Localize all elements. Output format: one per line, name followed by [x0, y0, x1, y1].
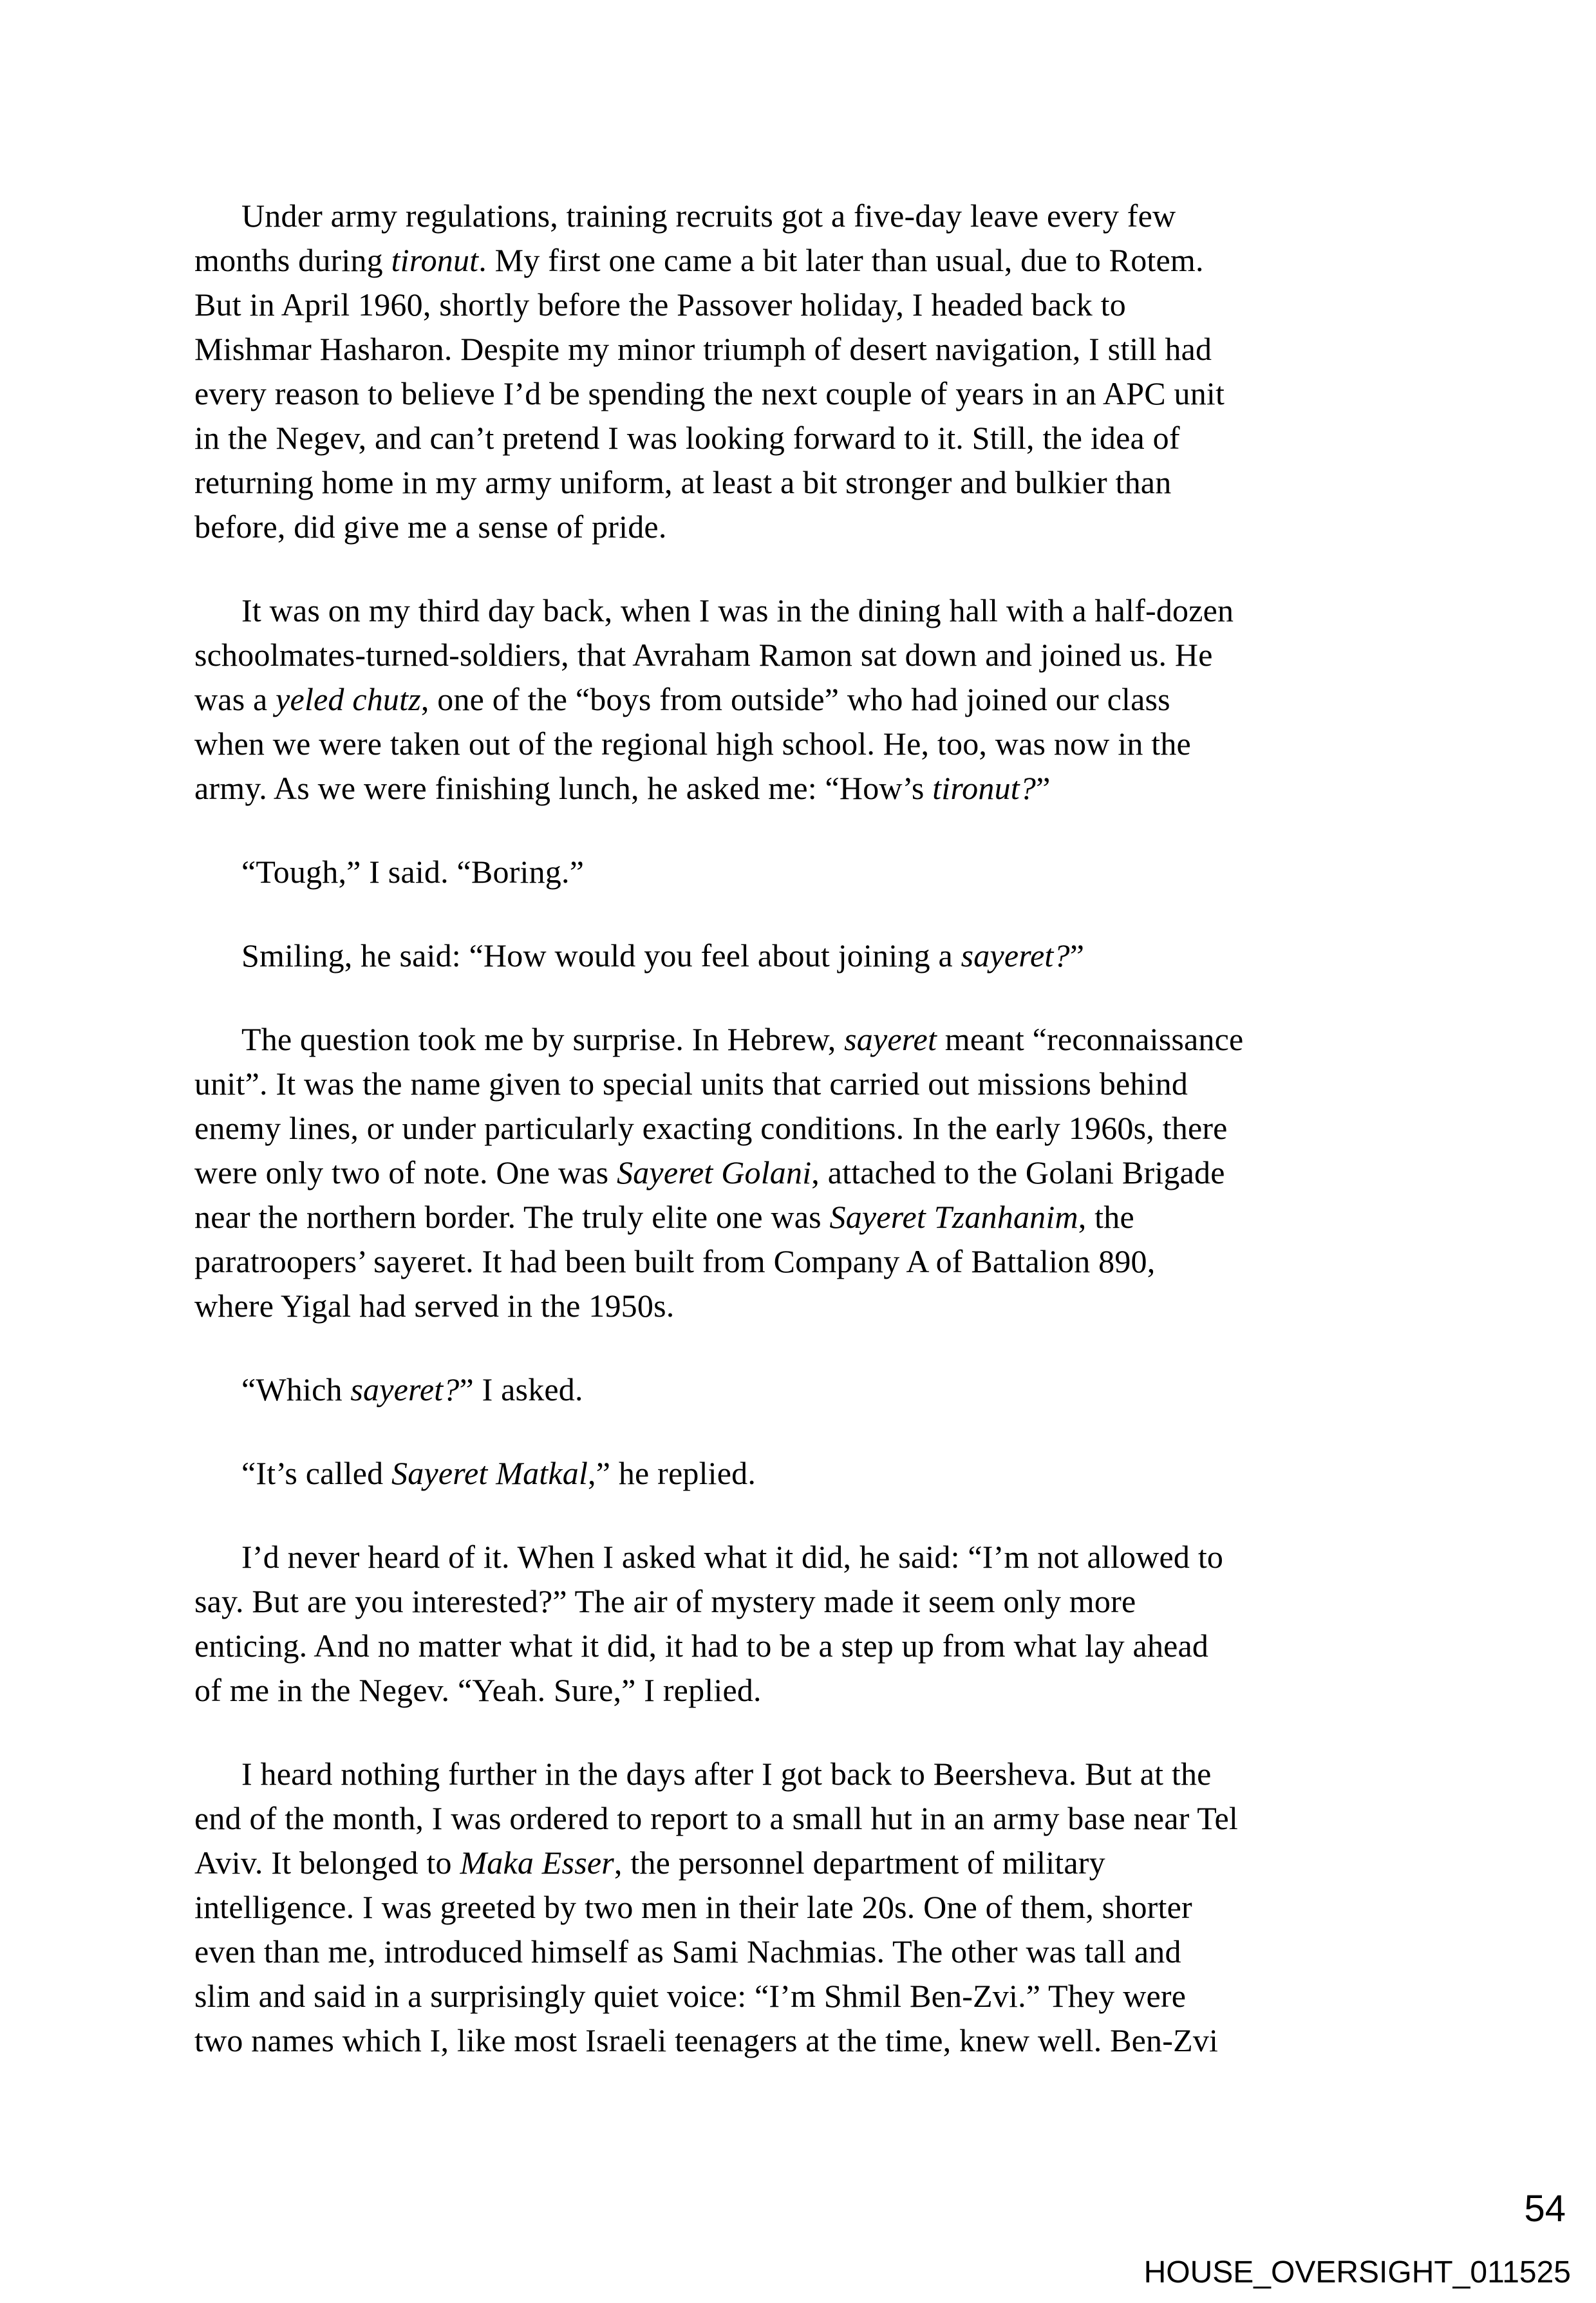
- text-line: [194, 1368, 1385, 1412]
- text-line: [194, 371, 1385, 416]
- text-run: even than me, introduced himself as Sami Nachmias. The other was tall and: [194, 1933, 1181, 1969]
- text-line: [194, 1284, 1385, 1328]
- text-line: [194, 934, 1385, 978]
- italic-term: Maka Esser: [460, 1845, 614, 1881]
- text-line: [194, 722, 1385, 766]
- text-run: in the Negev, and can’t pretend I was looking forward to it. Still, the idea of: [194, 420, 1180, 456]
- text-run: ,” he replied.: [588, 1455, 756, 1491]
- italic-term: Sayeret Golani: [617, 1154, 812, 1190]
- text-line: [194, 2018, 1385, 2063]
- paragraph: [194, 588, 1385, 811]
- text-run: I heard nothing further in the days after I got back to Beersheva. But at the: [241, 1756, 1212, 1792]
- text-run: paratroopers’ sayeret. It had been built from Company A of Battalion 890,: [194, 1243, 1156, 1279]
- text-line: [194, 850, 1385, 894]
- text-line: [194, 588, 1385, 633]
- text-run: slim and said in a surprisingly quiet voice: “I’m Shmil Ben-Zvi.” They were: [194, 1978, 1187, 2014]
- text-run: were only two of note. One was: [194, 1154, 617, 1190]
- text-line: [194, 1885, 1385, 1930]
- text-run: Aviv. It belonged to: [194, 1845, 460, 1881]
- text-run: before, did give me a sense of pride.: [194, 509, 667, 545]
- text-run: ”: [1069, 937, 1085, 973]
- italic-term: sayeret?: [350, 1371, 460, 1407]
- italic-term: Sayeret Matkal: [391, 1455, 588, 1491]
- text-line: [194, 327, 1385, 371]
- text-line: [194, 505, 1385, 549]
- text-line: [194, 238, 1385, 283]
- text-run: end of the month, I was ordered to report to a small hut in an army base near Tel: [194, 1800, 1239, 1836]
- text-run: unit”. It was the name given to special units that carried out missions behind: [194, 1066, 1188, 1102]
- text-run: ” I asked.: [459, 1371, 583, 1407]
- text-line: [194, 766, 1385, 811]
- italic-term: tironut: [391, 242, 479, 278]
- document-body: [194, 194, 1385, 2063]
- text-run: meant “reconnaissance: [937, 1021, 1244, 1057]
- italic-term: sayeret?: [961, 937, 1070, 973]
- text-line: [194, 460, 1385, 505]
- text-run: intelligence. I was greeted by two men in their late 20s. One of them, shorter: [194, 1889, 1192, 1925]
- italic-term: sayeret: [844, 1021, 937, 1057]
- text-run: two names which I, like most Israeli teenagers at the time, knew well. Ben-Zvi: [194, 2022, 1219, 2058]
- paragraph: [194, 1017, 1385, 1328]
- text-run: was a: [194, 681, 276, 717]
- text-line: [194, 194, 1385, 238]
- text-line: [194, 1451, 1385, 1496]
- italic-term: tironut?: [932, 770, 1037, 806]
- text-line: [194, 283, 1385, 327]
- text-line: [194, 1796, 1385, 1841]
- italic-term: yeled chutz: [276, 681, 421, 717]
- text-run: army. As we were finishing lunch, he asked me: “How’s: [194, 770, 933, 806]
- text-run: Mishmar Hasharon. Despite my minor triumph of desert navigation, I still had: [194, 331, 1212, 367]
- page-number: 54: [1524, 2188, 1566, 2230]
- text-run: schoolmates-turned-soldiers, that Avraham Ramon sat down and joined us. He: [194, 637, 1213, 673]
- text-line: [194, 1239, 1385, 1284]
- text-run: enticing. And no matter what it did, it had to be a step up from what lay ahead: [194, 1628, 1209, 1664]
- text-run: . My first one came a bit later than usual, due to Rotem.: [478, 242, 1204, 278]
- text-run: The question took me by surprise. In Hebrew,: [241, 1021, 845, 1057]
- paragraph: [194, 194, 1385, 549]
- text-line: [194, 677, 1385, 722]
- text-run: when we were taken out of the regional high school. He, too, was now in the: [194, 726, 1191, 762]
- paragraph: [194, 1451, 1385, 1496]
- text-line: [194, 1668, 1385, 1713]
- text-run: , attached to the Golani Brigade: [811, 1154, 1225, 1190]
- text-line: [194, 1195, 1385, 1239]
- paragraph: [194, 1752, 1385, 2063]
- text-line: [194, 1752, 1385, 1796]
- text-line: [194, 1579, 1385, 1624]
- text-line: [194, 1017, 1385, 1062]
- text-run: , the personnel department of military: [614, 1845, 1105, 1881]
- paragraph: [194, 850, 1385, 894]
- bates-stamp: HOUSE_OVERSIGHT_011525: [1143, 2255, 1571, 2289]
- text-run: Smiling, he said: “How would you feel about joining a: [241, 937, 961, 973]
- text-run: where Yigal had served in the 1950s.: [194, 1288, 675, 1324]
- text-line: [194, 1624, 1385, 1668]
- text-run: , one of the “boys from outside” who had joined our class: [420, 681, 1170, 717]
- text-run: Under army regulations, training recruits got a five-day leave every few: [241, 198, 1176, 234]
- italic-term: Sayeret Tzanhanim: [829, 1199, 1078, 1235]
- text-run: But in April 1960, shortly before the Passover holiday, I headed back to: [194, 287, 1126, 323]
- text-line: [194, 416, 1385, 460]
- text-line: [194, 1106, 1385, 1151]
- text-line: [194, 633, 1385, 677]
- text-line: [194, 1151, 1385, 1195]
- text-run: returning home in my army uniform, at least a bit stronger and bulkier than: [194, 464, 1172, 500]
- text-run: months during: [194, 242, 391, 278]
- text-run: enemy lines, or under particularly exacting conditions. In the early 1960s, there: [194, 1110, 1228, 1146]
- text-line: [194, 1930, 1385, 1974]
- text-run: say. But are you interested?” The air of mystery made it seem only more: [194, 1583, 1136, 1619]
- text-line: [194, 1841, 1385, 1885]
- paragraph: [194, 934, 1385, 978]
- text-run: “Which: [241, 1371, 351, 1407]
- text-line: [194, 1062, 1385, 1106]
- text-line: [194, 1535, 1385, 1579]
- text-run: every reason to believe I’d be spending the next couple of years in an APC unit: [194, 375, 1225, 411]
- paragraph: [194, 1368, 1385, 1412]
- text-run: It was on my third day back, when I was in the dining hall with a half-dozen: [241, 592, 1234, 628]
- text-line: [194, 1974, 1385, 2018]
- text-run: I’d never heard of it. When I asked what it did, he said: “I’m not allowed to: [241, 1539, 1224, 1575]
- text-run: near the northern border. The truly elite one was: [194, 1199, 830, 1235]
- text-run: of me in the Negev. “Yeah. Sure,” I replied.: [194, 1672, 762, 1708]
- text-run: ”: [1036, 770, 1051, 806]
- text-run: , the: [1078, 1199, 1134, 1235]
- text-run: “It’s called: [241, 1455, 392, 1491]
- paragraph: [194, 1535, 1385, 1713]
- text-run: “Tough,” I said. “Boring.”: [241, 854, 585, 890]
